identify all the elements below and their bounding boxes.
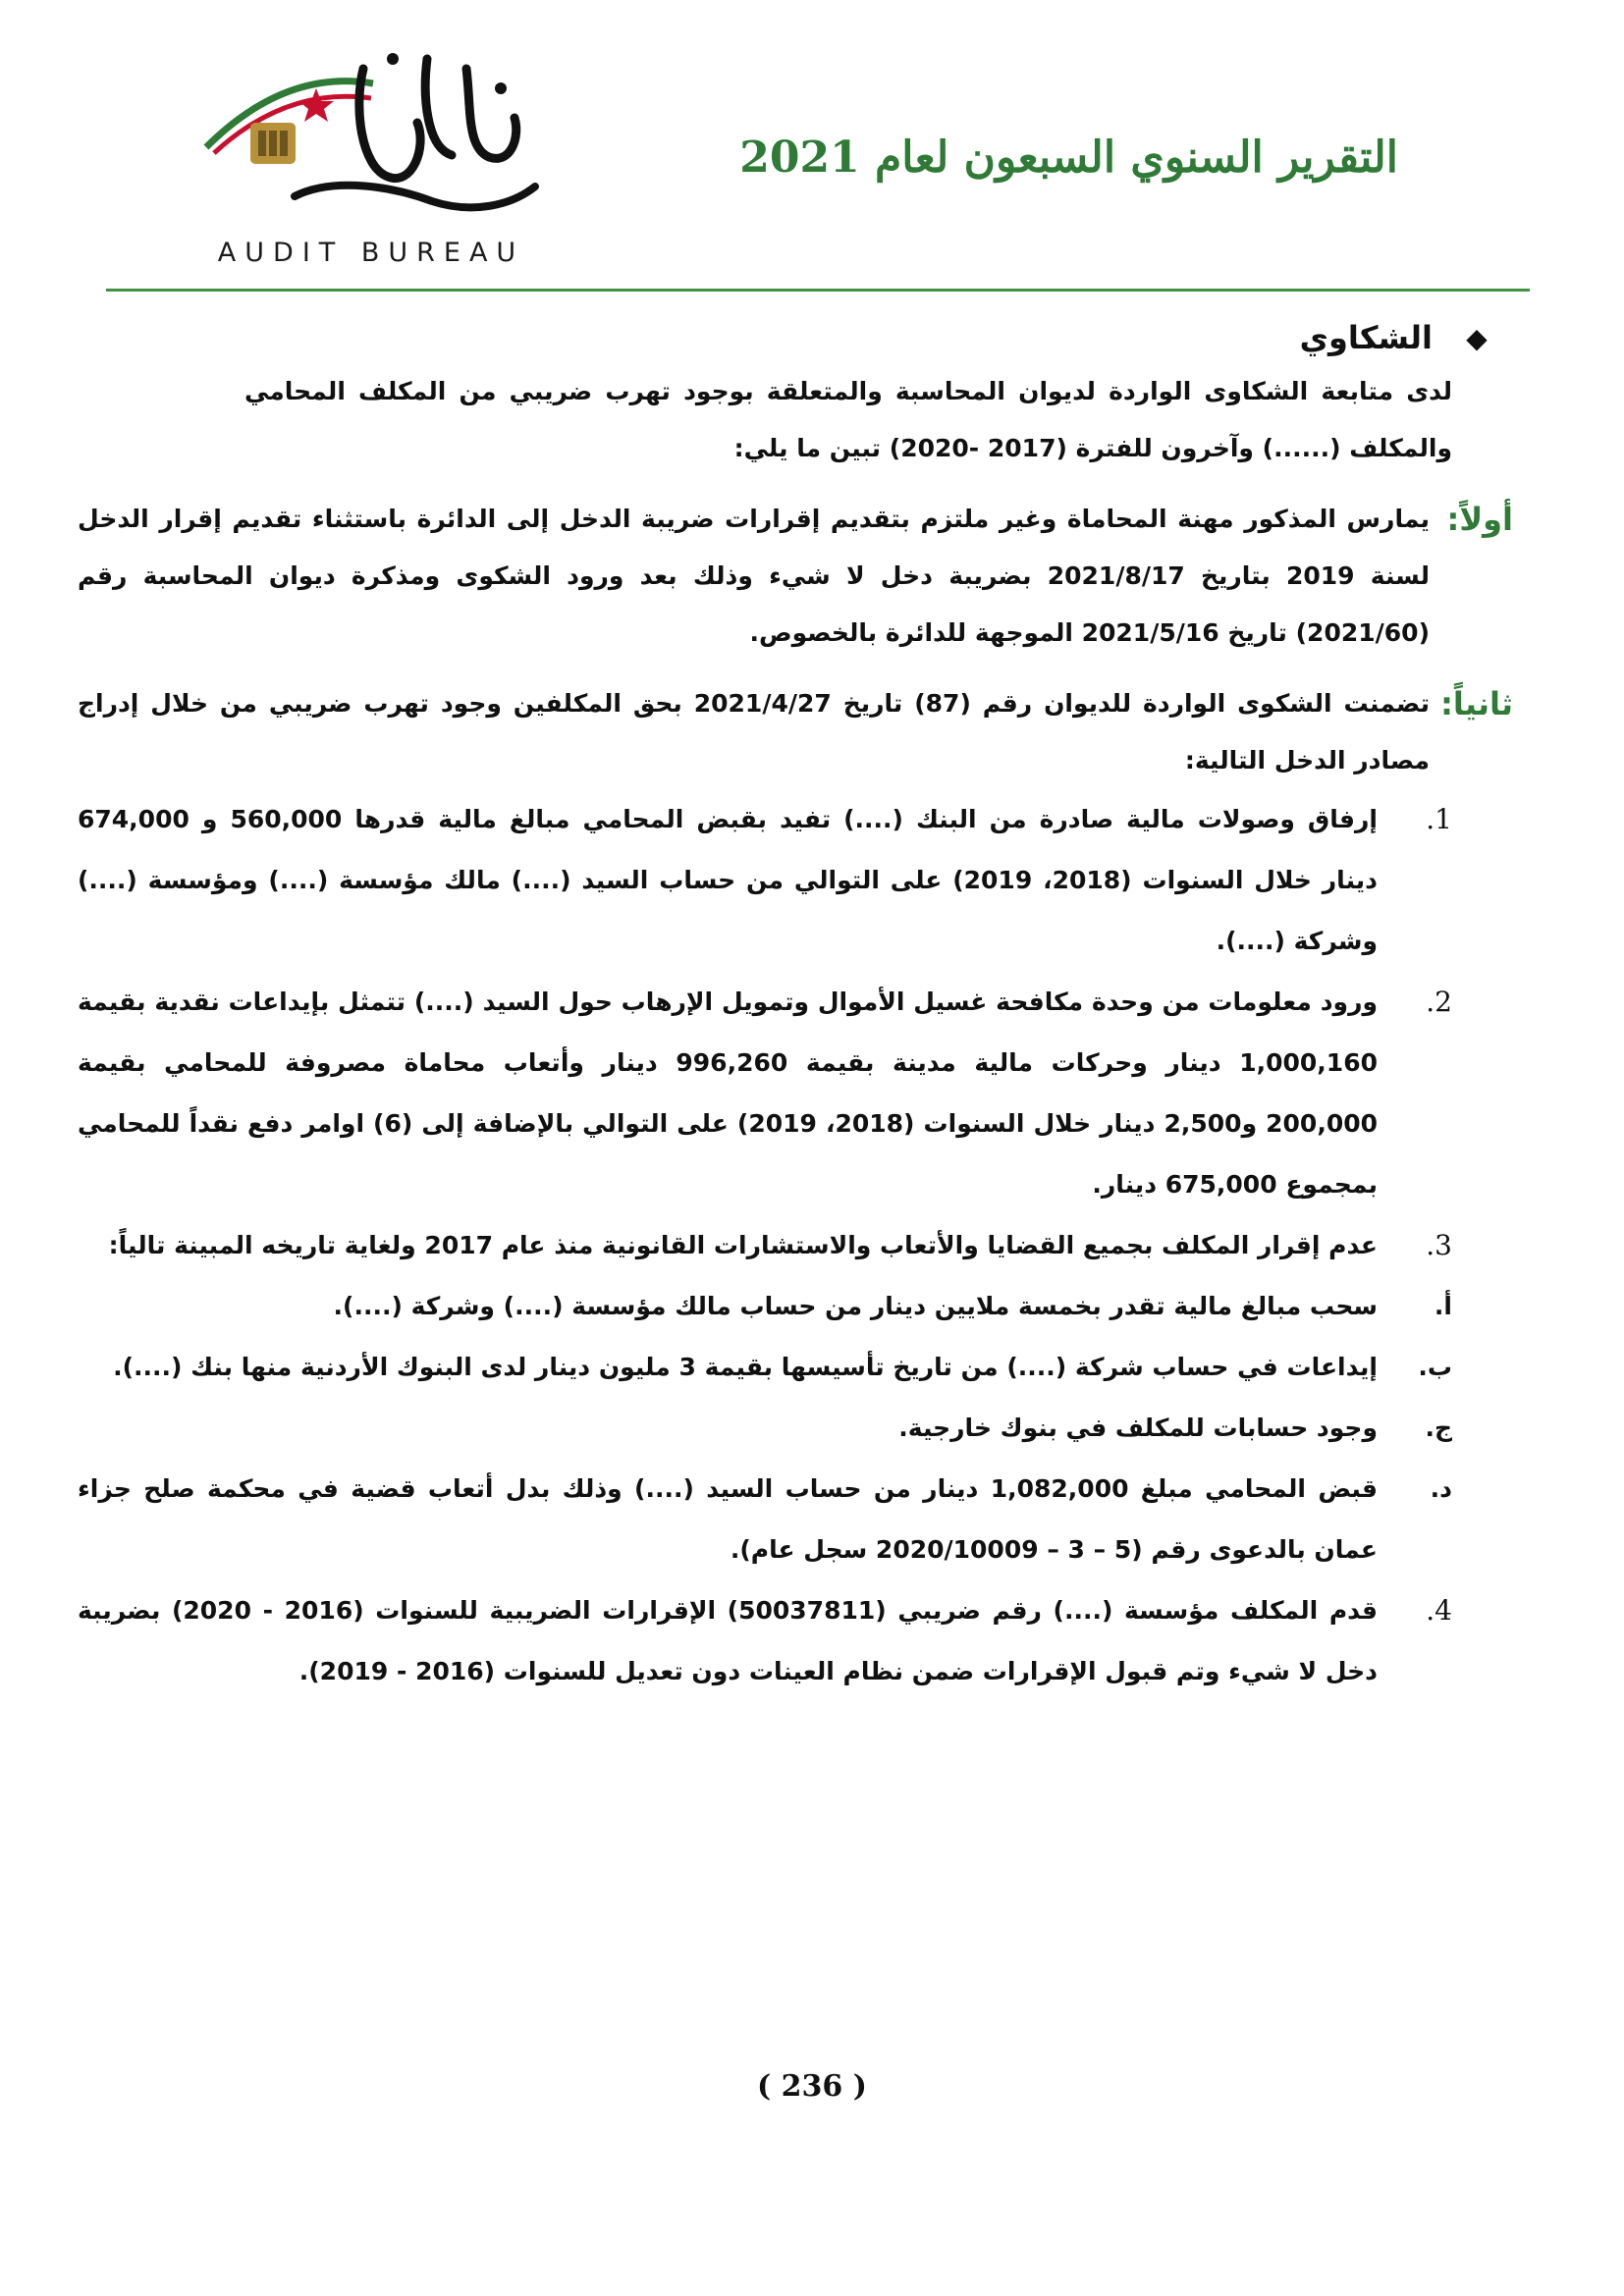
first-point	[78, 491, 1513, 662]
audit-bureau-logo	[177, 29, 569, 285]
sub-item-text: قبض المحامي مبلغ 1,082,000 دينار من حساب السيد (....) وذلك بدل أتعاب قضية في محكمة صلح جزاء عمان بالدعوى رقم (5 – 3 – 2020/10009 سجل عام).	[78, 1474, 1379, 1564]
item-number: 1.	[1426, 803, 1452, 835]
item-number: 3.	[1426, 1229, 1452, 1261]
sub-item-text: سحب مبالغ مالية تقدر بخمسة ملايين دينار من حساب مالك مؤسسة (....) وشركة (....).	[333, 1292, 1378, 1320]
sub-list-item	[78, 1337, 1452, 1398]
sub-list-item	[78, 1459, 1452, 1580]
first-label: أولاً:	[1446, 501, 1513, 538]
item-number: 4.	[1426, 1594, 1452, 1627]
sub-item-text: وجود حسابات للمكلف في بنوك خارجية.	[898, 1414, 1378, 1442]
item-text: ورود معلومات من وحدة مكافحة غسيل الأموال وتمويل الإرهاب حول السيد (....) تتمثل بإيداعات نقدية بقيمة 1,000,160 دينار وحركات مالية مدينة بقيمة 996,260 دينار وأتعاب محاماة مصروفة للمحامي بقيمة 200,000 و2,500 دينار خلال السنوات (2018، 2019) على التوالي بالإضافة إلى (6) اوامر دفع نقداً للمحامي بمجموع 675,000 دينار.	[78, 988, 1379, 1199]
report-title: التقرير السنوي السبعون لعام 2021	[739, 133, 1398, 183]
header-divider	[106, 289, 1530, 292]
diamond-bullet-icon: ◆	[1466, 321, 1488, 354]
intro-paragraph: لدى متابعة الشكاوى الواردة لديوان المحاسبة والمتعلقة بوجود تهرب ضريبي من المكلف المحامي والمكلف (......) وآخرون للفترة (2017 -2020) تبين ما يلي:	[244, 377, 1452, 462]
second-label: ثانياً:	[1440, 685, 1513, 722]
sub-list-item	[78, 1398, 1452, 1459]
second-point	[78, 675, 1513, 789]
document-body	[78, 312, 1513, 1702]
list-item	[78, 789, 1452, 972]
logo-text: AUDIT BUREAU	[217, 238, 525, 268]
section-heading	[78, 312, 1501, 363]
list-item	[78, 972, 1452, 1215]
sub-item-letter: د.	[1430, 1474, 1452, 1503]
sub-list-item	[78, 1276, 1452, 1337]
second-text: تضمنت الشكوى الواردة للديوان رقم (87) تاريخ 2021/4/27 بحق المكلفين وجود تهرب ضريبي من خلال إدراج مصادر الدخل التالية:	[78, 689, 1430, 774]
page-number: ( 236 )	[757, 2069, 867, 2104]
item-text: قدم المكلف مؤسسة (....) رقم ضريبي (50037811) الإقرارات الضريبية للسنوات (2016 - 2020) بضريبة دخل لا شيء وتم قبول الإقرارات ضمن نظام العينات دون تعديل للسنوات (2016 - 2019).	[78, 1596, 1378, 1685]
item-text: عدم إقرار المكلف بجميع القضايا والأتعاب والاستشارات القانونية منذ عام 2017 ولغاية تاريخه المبينة تالياً:	[108, 1231, 1378, 1259]
sub-item-letter: ج.	[1425, 1414, 1452, 1442]
list-item	[78, 1215, 1452, 1276]
item-text: إرفاق وصولات مالية صادرة من البنك (....) تفيد بقبض المحامي مبالغ مالية قدرها 560,000 و 674,000 دينار خلال السنوات (2018، 2019) على التوالي من حساب السيد (....) مالك مؤسسة (....) ومؤسسة (....) وشركة (....).	[78, 805, 1378, 955]
first-text: يمارس المذكور مهنة المحاماة وغير ملتزم بتقديم إقرارات ضريبة الدخل إلى الدائرة باستثناء تقديم إقرار الدخل لسنة 2019 بتاريخ 2021/8/17 بضريبة دخل لا شيء وذلك بعد ورود الشكوى ومذكرة ديوان المحاسبة رقم (2021/60) تاريخ 2021/5/16 الموجهة للدائرة بالخصوص.	[78, 505, 1430, 647]
item-number: 2.	[1426, 986, 1452, 1018]
sub-item-letter: ب.	[1418, 1353, 1452, 1381]
page-header	[0, 0, 1624, 304]
list-item	[78, 1580, 1452, 1702]
sub-item-text: إيداعات في حساب شركة (....) من تاريخ تأسيسها بقيمة 3 مليون دينار لدى البنوك الأردنية منها بنك (....).	[113, 1353, 1378, 1381]
logo-emblem-icon	[177, 29, 569, 255]
section-title: الشكاوي	[1299, 319, 1433, 356]
sub-item-letter: أ.	[1434, 1292, 1452, 1320]
